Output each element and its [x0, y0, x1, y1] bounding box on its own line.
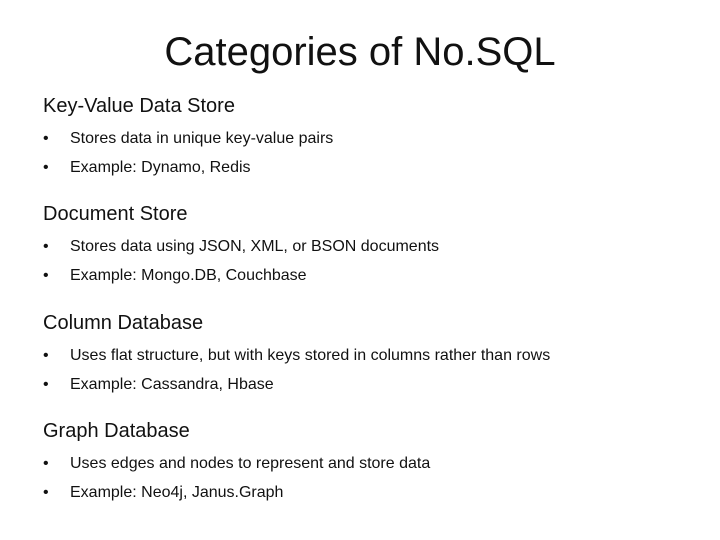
bullet-text: Example: Neo4j, Janus.Graph	[70, 484, 284, 501]
bullet-icon: •	[43, 484, 49, 501]
bullet-icon: •	[43, 376, 49, 393]
bullet-item	[43, 124, 703, 153]
section-heading: Key-Value Data Store	[43, 95, 235, 117]
bullet-list	[43, 341, 703, 399]
bullet-list	[43, 449, 703, 507]
bullet-list	[43, 232, 703, 290]
bullet-text: Uses edges and nodes to represent and store data	[70, 455, 431, 472]
bullet-item	[43, 449, 703, 478]
section-graph-database	[43, 419, 703, 507]
bullet-icon: •	[43, 159, 49, 176]
bullet-icon: •	[43, 267, 49, 284]
bullet-icon: •	[43, 238, 49, 255]
section-heading: Column Database	[43, 312, 204, 334]
section-document-store	[43, 202, 703, 290]
bullet-text: Example: Dynamo, Redis	[70, 159, 251, 176]
bullet-list	[43, 124, 703, 182]
bullet-item	[43, 232, 703, 261]
bullet-icon: •	[43, 130, 49, 147]
bullet-item	[43, 370, 703, 399]
section-heading: Graph Database	[43, 420, 190, 442]
bullet-text: Stores data in unique key-value pairs	[70, 130, 334, 147]
bullet-text: Uses flat structure, but with keys stored in columns rather than rows	[70, 347, 551, 364]
bullet-text: Stores data using JSON, XML, or BSON documents	[70, 238, 440, 255]
bullet-item	[43, 261, 703, 290]
section-heading: Document Store	[43, 203, 188, 225]
bullet-icon: •	[43, 347, 49, 364]
bullet-icon: •	[43, 455, 49, 472]
bullet-item	[43, 478, 703, 507]
bullet-text: Example: Cassandra, Hbase	[70, 376, 274, 393]
section-column-database	[43, 311, 703, 399]
bullet-item	[43, 341, 703, 370]
section-key-value-data-store	[43, 94, 703, 182]
bullet-item	[43, 153, 703, 182]
slide-title: Categories of No.SQL	[164, 30, 556, 74]
bullet-text: Example: Mongo.DB, Couchbase	[70, 267, 307, 284]
